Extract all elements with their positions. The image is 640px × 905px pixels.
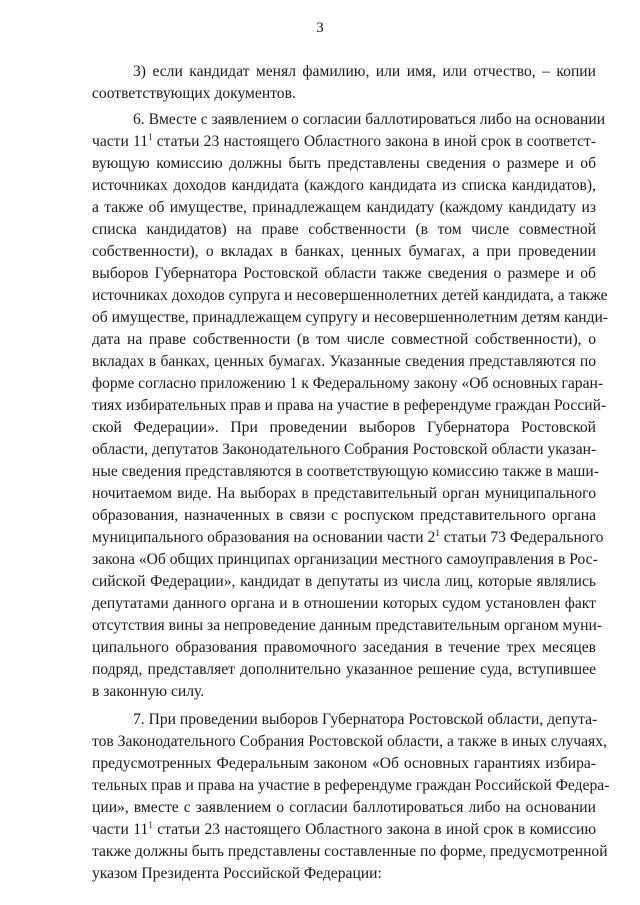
text-line: 6. Вместе с заявлением о согласии баллотироваться либо на основании	[133, 111, 606, 128]
text-line: также должны быть представлены составленные по форме, предусмотренной	[92, 843, 608, 860]
text-line: тиях избирательных прав и права на участие в референдуме граждан Россий-	[92, 397, 607, 414]
text-line: закона «Об общих принципах организации местного самоуправления в Рос-	[92, 551, 598, 568]
text-line: депутатами данного органа и в отношении которых судом установлен факт	[92, 595, 596, 612]
text-line	[92, 131, 596, 153]
text-fragment: статьи 23 настоящего Областного закона в иной срок в комиссию	[152, 821, 596, 838]
text-line: 7. При проведении выборов Губернатора Ростовской области, депута-	[133, 711, 598, 728]
text-line: ской Федерации». При проведении выборов Губернатора Ростовской	[92, 419, 596, 436]
superscript: 1	[148, 820, 153, 830]
text-fragment: части 11	[92, 133, 149, 150]
text-line	[92, 819, 596, 841]
text-fragment: статьи 73 Федерального	[439, 529, 604, 546]
text-line: предусмотренных Федеральным законом «Об основных гарантиях избира-	[92, 755, 596, 772]
text-line: ции», вместе с заявлением о согласии баллотироваться либо на основании	[92, 799, 596, 816]
text-line: источниках доходов супруга и несовершеннолетних детей кандидата, а также	[92, 287, 608, 304]
text-line: ночитаемом виде. На выборах в представительный орган муниципального	[92, 485, 596, 502]
text-line: списка кандидатов) на праве собственности (в том числе совместной	[92, 221, 596, 238]
text-line: отсутствия вины за непроведение данным представительным органом муни-	[92, 617, 603, 634]
text-line: тов Законодательного Собрания Ростовской области, а также в иных случаях,	[92, 733, 607, 750]
text-line: дата на праве собственности (в том числе совместной собственности), о	[92, 331, 596, 348]
text-line: ципального образования правомочного заседания в течение трех месяцев	[92, 639, 596, 656]
text-line: источниках доходов кандидата (каждого кандидата из списка кандидатов),	[92, 177, 596, 194]
text-fragment: муниципального образования на основании части 2	[92, 529, 436, 546]
text-line: а также об имуществе, принадлежащем кандидату (каждому кандидату из	[92, 199, 596, 216]
text-line: образования, назначенных в связи с роспуском представительного органа	[92, 507, 596, 524]
text-fragment: части 11	[92, 821, 149, 838]
text-line: в законную силу.	[92, 683, 205, 700]
text-line: 3) если кандидат менял фамилию, или имя, или отчество, – копии	[133, 63, 596, 80]
text-line: подряд, представляет дополнительно указанное решение суда, вступившее	[92, 661, 596, 678]
text-line: ные сведения представляются в соответствующую комиссию также в маши-	[92, 463, 599, 480]
text-line	[92, 527, 604, 549]
text-line: сийской Федерации», кандидат в депутаты из числа лиц, которые являлись	[92, 573, 596, 590]
text-line: форме согласно приложению 1 к Федеральному закону «Об основных гаран-	[92, 375, 604, 392]
text-line: собственности), о вкладах в банках, ценных бумагах, а при проведении	[92, 243, 596, 260]
text-line: соответствующих документов.	[92, 85, 296, 102]
text-line: выборов Губернатора Ростовской области также сведения о размере и об	[92, 265, 596, 282]
text-line: тельных прав и права на участие в референдуме граждан Российской Федера-	[92, 777, 610, 794]
text-line: области, депутатов Законодательного Собрания Ростовской области указан-	[92, 441, 597, 458]
text-line: вующую комиссию должны быть представлены сведения о размере и об	[92, 155, 596, 172]
superscript: 1	[148, 132, 153, 142]
page-number: 3	[316, 20, 324, 36]
text-fragment: статьи 23 настоящего Областного закона в иной срок в соответст-	[152, 133, 597, 150]
superscript: 1	[435, 528, 440, 538]
text-line: об имуществе, принадлежащем супругу и несовершеннолетним детям канди-	[92, 309, 609, 326]
text-line: вкладах в банках, ценных бумагах. Указанные сведения представляются по	[92, 353, 596, 370]
text-line: указом Президента Российской Федерации:	[92, 865, 382, 882]
